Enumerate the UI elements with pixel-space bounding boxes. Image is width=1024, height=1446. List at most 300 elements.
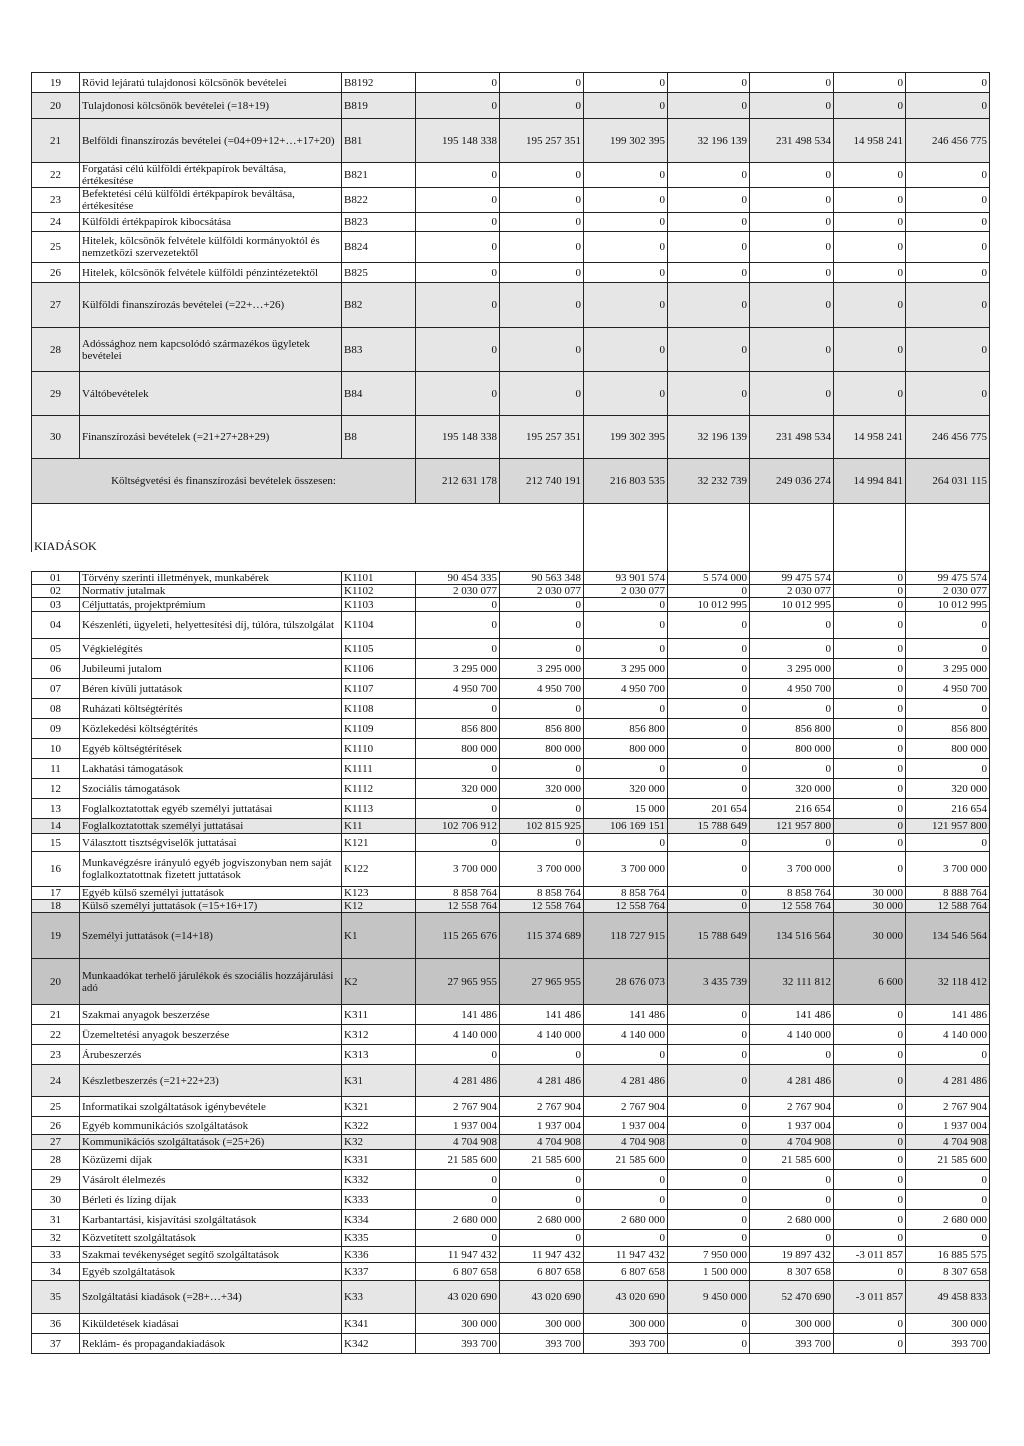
row-label: Ruházati költségtérítés bbox=[80, 699, 342, 719]
row-number: 21 bbox=[32, 119, 80, 163]
row-value: 0 bbox=[668, 1230, 750, 1247]
row-label: Közüzemi díjak bbox=[80, 1150, 342, 1170]
row-label: Bérleti és lízing díjak bbox=[80, 1190, 342, 1210]
row-number: 24 bbox=[32, 1065, 80, 1097]
row-label: Készenléti, ügyeleti, helyettesítési díj, túlóra, túlszolgálat bbox=[80, 612, 342, 639]
row-label: Közlekedési költségtérítés bbox=[80, 719, 342, 739]
row-value: 0 bbox=[668, 73, 750, 93]
row-value: 0 bbox=[584, 1045, 668, 1065]
row-number: 03 bbox=[32, 598, 80, 612]
row-label: Kiküldetések kiadásai bbox=[80, 1314, 342, 1334]
row-value: 0 bbox=[668, 834, 750, 852]
row-label: Törvény szerinti illetmények, munkabérek bbox=[80, 572, 342, 585]
row-value: 0 bbox=[668, 188, 750, 213]
row-value: 32 111 812 bbox=[750, 959, 834, 1005]
row-code: K336 bbox=[342, 1247, 416, 1263]
row-label: Külföldi értékpapírok kibocsátása bbox=[80, 213, 342, 232]
row-number: 08 bbox=[32, 699, 80, 719]
row-number: 27 bbox=[32, 283, 80, 328]
row-label: Készletbeszerzés (=21+22+23) bbox=[80, 1065, 342, 1097]
row-value: 0 bbox=[906, 232, 990, 263]
row-value: 0 bbox=[834, 834, 906, 852]
row-value: 0 bbox=[416, 799, 500, 819]
row-value: 0 bbox=[834, 328, 906, 372]
row-value: 21 585 600 bbox=[416, 1150, 500, 1170]
row-label: Hitelek, kölcsönök felvétele külföldi kormányoktól és nemzetközi szervezetektől bbox=[80, 232, 342, 263]
row-value: 102 706 912 bbox=[416, 819, 500, 834]
row-value: 0 bbox=[584, 598, 668, 612]
row-value: 0 bbox=[584, 612, 668, 639]
row-value: 856 800 bbox=[906, 719, 990, 739]
row-value: 3 295 000 bbox=[584, 659, 668, 679]
row-value: 4 704 908 bbox=[416, 1135, 500, 1150]
row-code: K321 bbox=[342, 1097, 416, 1117]
row-value: 1 937 004 bbox=[500, 1117, 584, 1135]
row-number: 30 bbox=[32, 1190, 80, 1210]
table-row bbox=[32, 799, 990, 819]
row-label: Egyéb kommunikációs szolgáltatások bbox=[80, 1117, 342, 1135]
row-value: 115 265 676 bbox=[416, 913, 500, 959]
expense-heading bbox=[32, 504, 990, 572]
row-value: 4 281 486 bbox=[416, 1065, 500, 1097]
row-value: 856 800 bbox=[584, 719, 668, 739]
row-value: 800 000 bbox=[584, 739, 668, 759]
row-value: 0 bbox=[500, 188, 584, 213]
row-value: 0 bbox=[668, 93, 750, 119]
row-value: 0 bbox=[750, 328, 834, 372]
row-value: 0 bbox=[584, 372, 668, 416]
row-value: 0 bbox=[668, 263, 750, 283]
row-value: 320 000 bbox=[584, 779, 668, 799]
row-number: 06 bbox=[32, 659, 80, 679]
row-value: 320 000 bbox=[906, 779, 990, 799]
row-value: 99 475 574 bbox=[750, 572, 834, 585]
row-number: 23 bbox=[32, 1045, 80, 1065]
row-label: Lakhatási támogatások bbox=[80, 759, 342, 779]
row-code: K1108 bbox=[342, 699, 416, 719]
row-code: K1111 bbox=[342, 759, 416, 779]
row-value: 246 456 775 bbox=[906, 416, 990, 459]
row-value: 0 bbox=[416, 232, 500, 263]
row-value: 0 bbox=[906, 163, 990, 188]
row-value: 93 901 574 bbox=[584, 572, 668, 585]
row-value: 21 585 600 bbox=[584, 1150, 668, 1170]
row-value: 0 bbox=[750, 263, 834, 283]
row-value: 0 bbox=[834, 679, 906, 699]
row-value: 0 bbox=[750, 372, 834, 416]
row-value: 2 030 077 bbox=[416, 585, 500, 598]
table-row bbox=[32, 1150, 990, 1170]
row-value: 0 bbox=[834, 572, 906, 585]
row-value: 856 800 bbox=[750, 719, 834, 739]
row-value: 0 bbox=[668, 1135, 750, 1150]
row-code: K334 bbox=[342, 1210, 416, 1230]
row-code: B825 bbox=[342, 263, 416, 283]
row-value: 0 bbox=[750, 213, 834, 232]
total-value: 264 031 115 bbox=[906, 459, 990, 504]
row-value: 0 bbox=[668, 1314, 750, 1334]
row-code: K1 bbox=[342, 913, 416, 959]
row-value: 0 bbox=[750, 1190, 834, 1210]
row-value: 0 bbox=[668, 679, 750, 699]
row-label: Céljuttatás, projektprémium bbox=[80, 598, 342, 612]
budget-sheet bbox=[31, 72, 989, 1354]
row-value: 6 807 658 bbox=[500, 1263, 584, 1281]
table-row bbox=[32, 819, 990, 834]
row-value: 0 bbox=[668, 585, 750, 598]
row-code: K31 bbox=[342, 1065, 416, 1097]
row-number: 15 bbox=[32, 834, 80, 852]
table-row bbox=[32, 416, 990, 459]
row-value: 27 965 955 bbox=[416, 959, 500, 1005]
row-value: 0 bbox=[416, 598, 500, 612]
row-value: 0 bbox=[668, 283, 750, 328]
row-value: 7 950 000 bbox=[668, 1247, 750, 1263]
row-value: 141 486 bbox=[906, 1005, 990, 1025]
row-code: K2 bbox=[342, 959, 416, 1005]
row-value: 0 bbox=[668, 1170, 750, 1190]
row-label: Forgatási célú külföldi értékpapírok beváltása, értékesítése bbox=[80, 163, 342, 188]
row-value: 134 516 564 bbox=[750, 913, 834, 959]
row-label: Normatív jutalmak bbox=[80, 585, 342, 598]
row-code: K311 bbox=[342, 1005, 416, 1025]
row-value: 0 bbox=[834, 612, 906, 639]
row-label: Foglalkoztatottak személyi juttatásai bbox=[80, 819, 342, 834]
row-value: 0 bbox=[416, 263, 500, 283]
row-value: 0 bbox=[668, 1334, 750, 1354]
row-value: 0 bbox=[668, 759, 750, 779]
row-code: B81 bbox=[342, 119, 416, 163]
row-value: 32 118 412 bbox=[906, 959, 990, 1005]
row-code: K123 bbox=[342, 887, 416, 900]
row-code: B82 bbox=[342, 283, 416, 328]
row-value: 9 450 000 bbox=[668, 1281, 750, 1314]
row-number: 31 bbox=[32, 1210, 80, 1230]
row-number: 01 bbox=[32, 572, 80, 585]
row-value: 0 bbox=[584, 759, 668, 779]
row-number: 34 bbox=[32, 1263, 80, 1281]
table-row bbox=[32, 1045, 990, 1065]
row-value: 43 020 690 bbox=[500, 1281, 584, 1314]
row-value: 0 bbox=[584, 328, 668, 372]
row-value: 0 bbox=[416, 213, 500, 232]
table-row bbox=[32, 1170, 990, 1190]
row-code: K333 bbox=[342, 1190, 416, 1210]
row-value: 0 bbox=[906, 328, 990, 372]
row-value: 0 bbox=[750, 163, 834, 188]
row-number: 22 bbox=[32, 163, 80, 188]
row-value: 0 bbox=[500, 1190, 584, 1210]
row-value: 11 947 432 bbox=[500, 1247, 584, 1263]
row-code: B83 bbox=[342, 328, 416, 372]
row-value: 2 030 077 bbox=[750, 585, 834, 598]
row-number: 28 bbox=[32, 1150, 80, 1170]
row-value: 195 148 338 bbox=[416, 119, 500, 163]
row-value: 0 bbox=[500, 699, 584, 719]
row-value: 0 bbox=[668, 163, 750, 188]
row-value: 0 bbox=[500, 372, 584, 416]
row-value: 0 bbox=[834, 73, 906, 93]
row-value: 0 bbox=[500, 263, 584, 283]
row-value: 0 bbox=[834, 1005, 906, 1025]
total-value: 32 232 739 bbox=[668, 459, 750, 504]
row-number: 26 bbox=[32, 263, 80, 283]
row-value: 0 bbox=[668, 900, 750, 913]
row-label: Szakmai anyagok beszerzése bbox=[80, 1005, 342, 1025]
row-value: 199 302 395 bbox=[584, 416, 668, 459]
table-row bbox=[32, 719, 990, 739]
row-code: K12 bbox=[342, 900, 416, 913]
row-label: Befektetési célú külföldi értékpapírok beváltása, értékesítése bbox=[80, 188, 342, 213]
row-value: 195 257 351 bbox=[500, 416, 584, 459]
row-value: 2 767 904 bbox=[750, 1097, 834, 1117]
row-code: K342 bbox=[342, 1334, 416, 1354]
row-number: 25 bbox=[32, 232, 80, 263]
row-label: Finanszírozási bevételek (=21+27+28+29) bbox=[80, 416, 342, 459]
row-value: 0 bbox=[416, 163, 500, 188]
row-label: Kommunikációs szolgáltatások (=25+26) bbox=[80, 1135, 342, 1150]
row-value: 4 140 000 bbox=[750, 1025, 834, 1045]
row-value: 0 bbox=[834, 1065, 906, 1097]
row-code: K33 bbox=[342, 1281, 416, 1314]
row-value: 4 281 486 bbox=[500, 1065, 584, 1097]
row-value: 0 bbox=[668, 639, 750, 659]
row-number: 29 bbox=[32, 372, 80, 416]
row-value: 43 020 690 bbox=[584, 1281, 668, 1314]
row-value: 0 bbox=[584, 263, 668, 283]
row-label: Üzemeltetési anyagok beszerzése bbox=[80, 1025, 342, 1045]
row-value: 4 281 486 bbox=[750, 1065, 834, 1097]
row-value: 0 bbox=[834, 163, 906, 188]
row-value: 0 bbox=[668, 1005, 750, 1025]
row-value: 0 bbox=[500, 283, 584, 328]
row-value: 12 558 764 bbox=[416, 900, 500, 913]
row-value: 0 bbox=[834, 699, 906, 719]
row-value: 0 bbox=[584, 73, 668, 93]
row-number: 30 bbox=[32, 416, 80, 459]
row-value: 0 bbox=[416, 639, 500, 659]
row-code: K331 bbox=[342, 1150, 416, 1170]
row-number: 32 bbox=[32, 1230, 80, 1247]
expense-rows bbox=[32, 572, 990, 1354]
row-value: 6 807 658 bbox=[584, 1263, 668, 1281]
row-value: 0 bbox=[834, 819, 906, 834]
row-value: 12 558 764 bbox=[584, 900, 668, 913]
table-row bbox=[32, 900, 990, 913]
row-value: 15 788 649 bbox=[668, 913, 750, 959]
row-value: 0 bbox=[750, 834, 834, 852]
row-value: 800 000 bbox=[906, 739, 990, 759]
row-code: K1113 bbox=[342, 799, 416, 819]
row-value: 0 bbox=[500, 328, 584, 372]
row-value: 0 bbox=[906, 699, 990, 719]
row-code: B821 bbox=[342, 163, 416, 188]
row-label: Szakmai tevékenységet segítő szolgáltatások bbox=[80, 1247, 342, 1263]
table-row bbox=[32, 232, 990, 263]
row-value: 0 bbox=[668, 328, 750, 372]
row-value: 11 947 432 bbox=[584, 1247, 668, 1263]
row-value: 1 937 004 bbox=[416, 1117, 500, 1135]
row-value: 4 704 908 bbox=[584, 1135, 668, 1150]
row-value: 121 957 800 bbox=[750, 819, 834, 834]
table-row bbox=[32, 852, 990, 887]
row-value: 8 888 764 bbox=[906, 887, 990, 900]
row-value: 4 140 000 bbox=[500, 1025, 584, 1045]
table-row bbox=[32, 759, 990, 779]
row-value: 141 486 bbox=[500, 1005, 584, 1025]
table-row bbox=[32, 372, 990, 416]
row-label: Közvetített szolgáltatások bbox=[80, 1230, 342, 1247]
row-number: 35 bbox=[32, 1281, 80, 1314]
row-value: 0 bbox=[416, 93, 500, 119]
row-value: 21 585 600 bbox=[906, 1150, 990, 1170]
row-value: 0 bbox=[834, 1170, 906, 1190]
table-row bbox=[32, 887, 990, 900]
row-value: 0 bbox=[906, 188, 990, 213]
row-value: 0 bbox=[750, 93, 834, 119]
row-value: 0 bbox=[584, 1190, 668, 1210]
table-row bbox=[32, 1097, 990, 1117]
row-value: 0 bbox=[416, 612, 500, 639]
row-value: 141 486 bbox=[416, 1005, 500, 1025]
row-code: K1107 bbox=[342, 679, 416, 699]
row-label: Egyéb külső személyi juttatások bbox=[80, 887, 342, 900]
table-row bbox=[32, 1065, 990, 1097]
row-value: 0 bbox=[834, 1314, 906, 1334]
row-value: 2 030 077 bbox=[500, 585, 584, 598]
row-value: 8 858 764 bbox=[750, 887, 834, 900]
row-label: Rövid lejáratú tulajdonosi kölcsönök bevételei bbox=[80, 73, 342, 93]
row-value: 0 bbox=[834, 213, 906, 232]
row-value: 3 700 000 bbox=[906, 852, 990, 887]
row-label: Árubeszerzés bbox=[80, 1045, 342, 1065]
row-value: 0 bbox=[750, 1230, 834, 1247]
row-value: 0 bbox=[834, 1025, 906, 1045]
row-value: 393 700 bbox=[416, 1334, 500, 1354]
row-value: 0 bbox=[906, 372, 990, 416]
table-row bbox=[32, 1281, 990, 1314]
row-value: 246 456 775 bbox=[906, 119, 990, 163]
row-value: 0 bbox=[906, 283, 990, 328]
row-value: 0 bbox=[750, 612, 834, 639]
row-value: 30 000 bbox=[834, 913, 906, 959]
row-value: 0 bbox=[906, 1045, 990, 1065]
row-value: 5 574 000 bbox=[668, 572, 750, 585]
row-value: 0 bbox=[500, 834, 584, 852]
row-value: 2 680 000 bbox=[500, 1210, 584, 1230]
row-code: K1104 bbox=[342, 612, 416, 639]
table-row bbox=[32, 1334, 990, 1354]
row-value: 0 bbox=[750, 283, 834, 328]
row-value: 0 bbox=[500, 163, 584, 188]
row-value: 320 000 bbox=[500, 779, 584, 799]
row-value: 0 bbox=[668, 739, 750, 759]
row-value: 2 680 000 bbox=[416, 1210, 500, 1230]
row-value: 0 bbox=[584, 699, 668, 719]
row-number: 37 bbox=[32, 1334, 80, 1354]
row-value: 0 bbox=[834, 1230, 906, 1247]
row-value: 800 000 bbox=[500, 739, 584, 759]
row-label: Személyi juttatások (=14+18) bbox=[80, 913, 342, 959]
row-label: Reklám- és propagandakiadások bbox=[80, 1334, 342, 1354]
row-code: B8 bbox=[342, 416, 416, 459]
row-value: 0 bbox=[834, 1150, 906, 1170]
row-value: 90 563 348 bbox=[500, 572, 584, 585]
row-value: 0 bbox=[668, 887, 750, 900]
row-number: 20 bbox=[32, 93, 80, 119]
row-code: K1101 bbox=[342, 572, 416, 585]
row-value: 6 600 bbox=[834, 959, 906, 1005]
row-value: 28 676 073 bbox=[584, 959, 668, 1005]
table-row bbox=[32, 699, 990, 719]
row-value: 856 800 bbox=[416, 719, 500, 739]
row-value: 0 bbox=[584, 93, 668, 119]
row-value: 0 bbox=[834, 188, 906, 213]
row-value: 0 bbox=[750, 1045, 834, 1065]
row-label: Egyéb költségtérítések bbox=[80, 739, 342, 759]
row-value: 0 bbox=[668, 1190, 750, 1210]
row-value: 12 558 764 bbox=[750, 900, 834, 913]
row-value: 0 bbox=[906, 834, 990, 852]
row-value: 0 bbox=[834, 372, 906, 416]
row-value: 231 498 534 bbox=[750, 416, 834, 459]
row-value: 0 bbox=[750, 639, 834, 659]
row-value: 8 858 764 bbox=[416, 887, 500, 900]
row-number: 20 bbox=[32, 959, 80, 1005]
row-value: 0 bbox=[416, 1045, 500, 1065]
row-value: 2 767 904 bbox=[416, 1097, 500, 1117]
row-value: 4 950 700 bbox=[906, 679, 990, 699]
row-value: 0 bbox=[834, 598, 906, 612]
total-value: 14 994 841 bbox=[834, 459, 906, 504]
row-label: Hitelek, kölcsönök felvétele külföldi pénzintézetektől bbox=[80, 263, 342, 283]
row-value: 0 bbox=[500, 73, 584, 93]
row-code: K335 bbox=[342, 1230, 416, 1247]
row-label: Béren kívüli juttatások bbox=[80, 679, 342, 699]
row-value: 0 bbox=[668, 232, 750, 263]
row-value: 0 bbox=[416, 328, 500, 372]
row-value: 4 950 700 bbox=[500, 679, 584, 699]
row-value: 0 bbox=[584, 188, 668, 213]
row-value: 0 bbox=[834, 1334, 906, 1354]
row-value: 0 bbox=[500, 598, 584, 612]
row-label: Külső személyi juttatások (=15+16+17) bbox=[80, 900, 342, 913]
row-value: 0 bbox=[834, 639, 906, 659]
table-row bbox=[32, 639, 990, 659]
row-value: 0 bbox=[834, 779, 906, 799]
row-value: 393 700 bbox=[500, 1334, 584, 1354]
row-value: 1 937 004 bbox=[584, 1117, 668, 1135]
grand-total-label: Költségvetési és finanszírozási bevételek összesen: bbox=[32, 459, 416, 504]
row-value: 0 bbox=[500, 799, 584, 819]
row-number: 13 bbox=[32, 799, 80, 819]
row-value: 8 307 658 bbox=[750, 1263, 834, 1281]
row-number: 18 bbox=[32, 900, 80, 913]
kiadasok-heading-row bbox=[32, 504, 990, 552]
row-value: 0 bbox=[416, 1170, 500, 1190]
row-code: K1112 bbox=[342, 779, 416, 799]
row-value: 0 bbox=[584, 639, 668, 659]
row-value: 0 bbox=[416, 699, 500, 719]
row-value: 0 bbox=[584, 213, 668, 232]
row-value: 4 704 908 bbox=[500, 1135, 584, 1150]
table-row bbox=[32, 739, 990, 759]
row-value: 300 000 bbox=[906, 1314, 990, 1334]
row-number: 19 bbox=[32, 73, 80, 93]
table-row bbox=[32, 1210, 990, 1230]
row-value: 856 800 bbox=[500, 719, 584, 739]
row-value: 0 bbox=[416, 1190, 500, 1210]
